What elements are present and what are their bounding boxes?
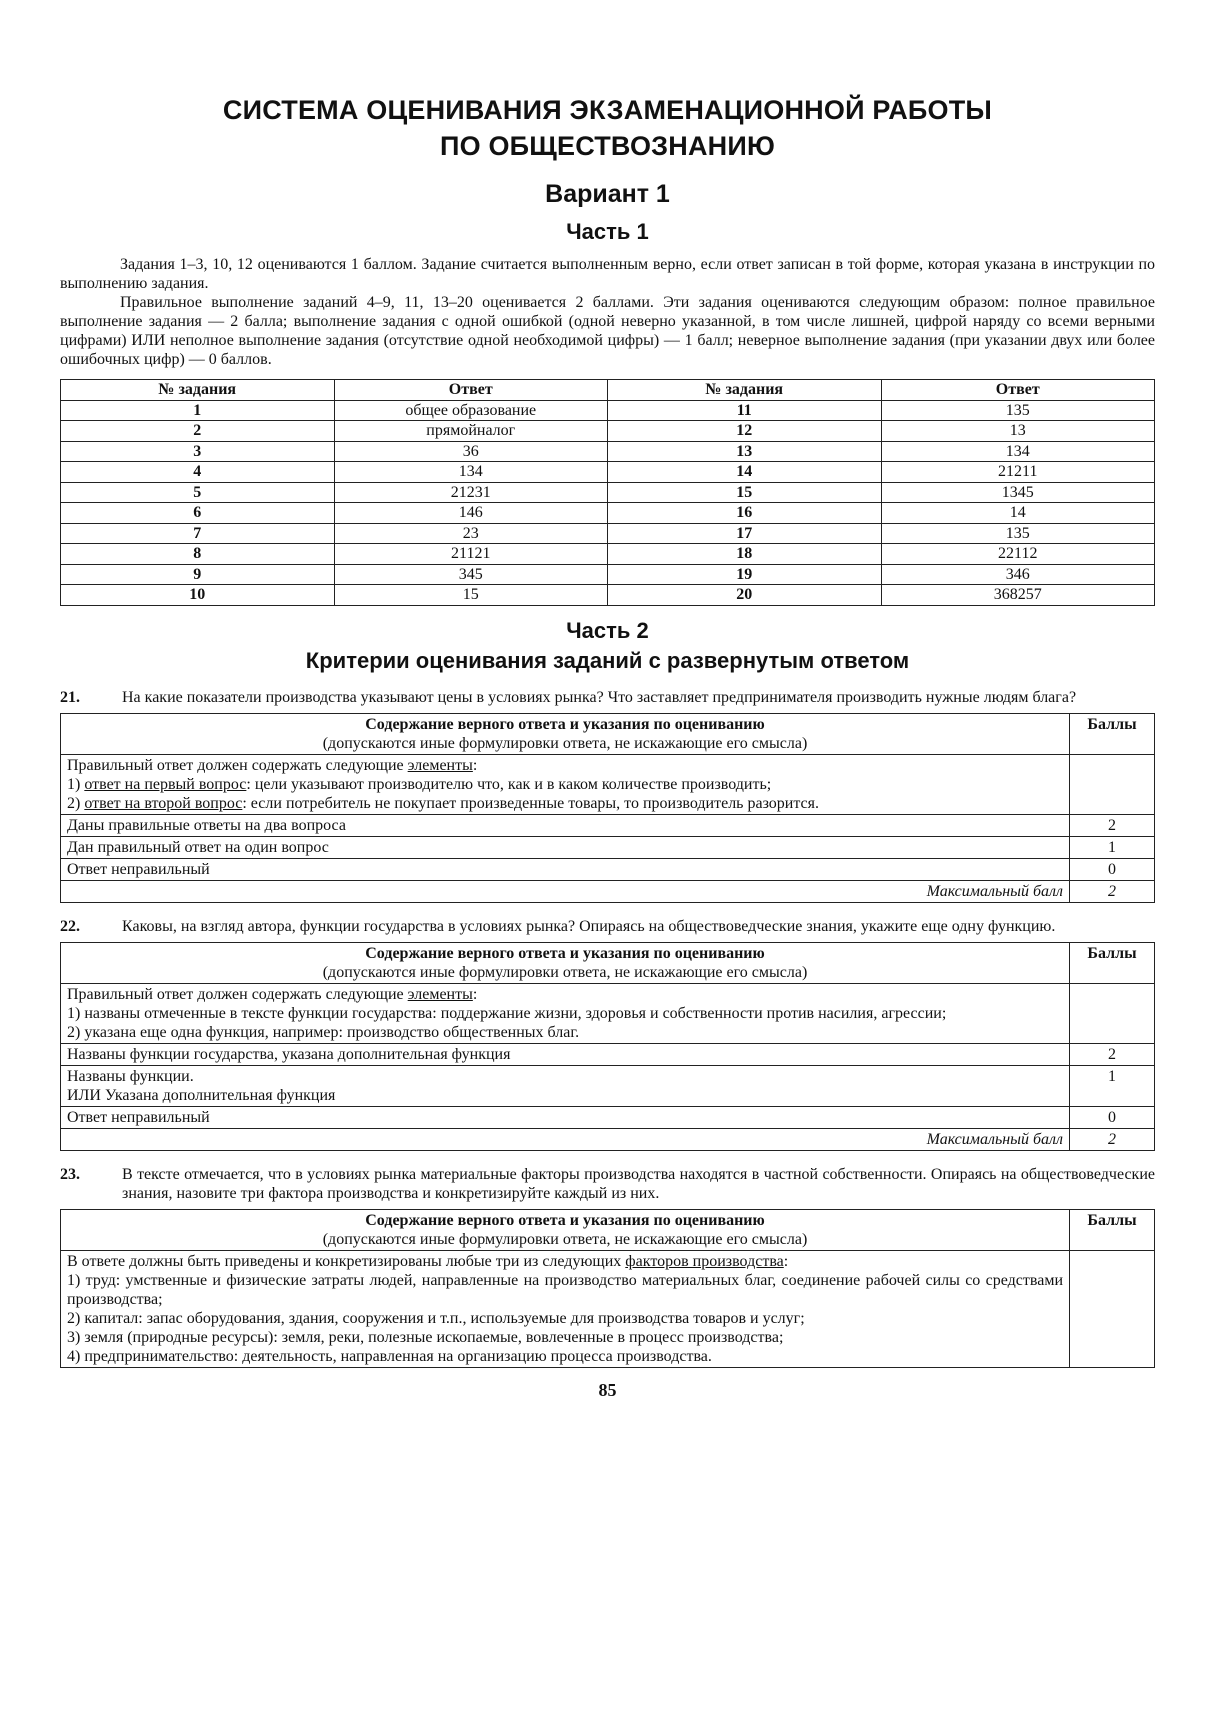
task-number-cell: 16 (608, 503, 882, 524)
criteria-header-subtitle: (допускаются иные формулировки ответа, не искажающие его смысла) (322, 734, 808, 752)
answer-cell: 14 (881, 503, 1155, 524)
criteria-table-21 (60, 713, 1155, 903)
page (60, 80, 1155, 1401)
criteria-22-element-2: 2) указана еще одна функция, например: производство общественных благ. (67, 1023, 580, 1041)
title-line-1: СИСТЕМА ОЦЕНИВАНИЯ ЭКЗАМЕНАЦИОННОЙ РАБОТЫ (222, 95, 993, 125)
answer-cell: 346 (881, 564, 1155, 585)
criteria-23-intro: В ответе должны быть приведены и конкретизированы любые три из следующих факторов производства: (67, 1252, 789, 1270)
task-number-cell: 11 (608, 400, 882, 421)
part2-subheading: Критерии оценивания заданий с развернутым ответом (305, 647, 910, 673)
answers-table-row (61, 441, 1155, 462)
answers-table-row (61, 400, 1155, 421)
criteria-header-content (61, 1209, 1070, 1250)
criteria-21-element-2: 2) ответ на второй вопрос: если потребитель не покупает произведенные товары, то производитель разорится. (67, 794, 820, 812)
score-row-text (61, 1065, 1070, 1106)
max-score-label: Максимальный балл (61, 1128, 1070, 1150)
criteria-table-22 (60, 942, 1155, 1151)
score-row-value: 0 (1070, 1106, 1155, 1128)
task-number-cell: 20 (608, 585, 882, 606)
col-task-number-2: № задания (608, 380, 882, 401)
task-number-cell: 1 (61, 400, 335, 421)
task-number-cell: 13 (608, 441, 882, 462)
criteria-table-23-header (61, 1209, 1155, 1250)
score-row-text-line-2: ИЛИ Указана дополнительная функция (67, 1086, 336, 1104)
criteria-22-intro: Правильный ответ должен содержать следующие элементы: (67, 985, 478, 1003)
score-row-text: Даны правильные ответы на два вопроса (61, 814, 1070, 836)
criteria-21-max-row (61, 880, 1155, 902)
criteria-22-max-row (61, 1128, 1155, 1150)
answers-table-row (61, 503, 1155, 524)
criteria-23-content-score (1070, 1250, 1155, 1367)
score-row-text: Ответ неправильный (61, 858, 1070, 880)
criteria-header-subtitle: (допускаются иные формулировки ответа, не искажающие его смысла) (322, 1230, 808, 1248)
criteria-header-score: Баллы (1070, 713, 1155, 754)
criteria-21-content (61, 754, 1070, 814)
criteria-header-content (61, 713, 1070, 754)
answer-cell: 13 (881, 421, 1155, 442)
score-row-value: 1 (1070, 836, 1155, 858)
task-23 (60, 1165, 1155, 1203)
max-score-value: 2 (1070, 1128, 1155, 1150)
answer-cell: 22112 (881, 544, 1155, 565)
answer-cell: 134 (881, 441, 1155, 462)
answers-table-row (61, 482, 1155, 503)
criteria-22-content-row (61, 983, 1155, 1043)
criteria-21-score-row-1 (61, 836, 1155, 858)
criteria-21-content-score (1070, 754, 1155, 814)
criteria-23-content (61, 1250, 1070, 1367)
part1-heading: Часть 1 (566, 219, 649, 244)
part2-heading: Часть 2 (566, 617, 649, 643)
answer-cell: 21211 (881, 462, 1155, 483)
criteria-22-element-1: 1) названы отмеченные в тексте функции государства: поддержание жизни, здоровья и собственности против насилия, агрессии; (67, 1004, 947, 1022)
answer-cell: 146 (334, 503, 608, 524)
answers-table-row (61, 462, 1155, 483)
answers-table-header (61, 380, 1155, 401)
task-number-cell: 9 (61, 564, 335, 585)
task-number-cell: 7 (61, 523, 335, 544)
task-21 (60, 688, 1155, 707)
answers-table-row (61, 421, 1155, 442)
task-22 (60, 917, 1155, 936)
criteria-23-element-1: 1) труд: умственные и физические затраты людей, направленные на производство материальных благ, соединение рабочей силы со средствами производства; (67, 1271, 1063, 1308)
page-number: 85 (598, 1379, 617, 1400)
task-number-cell: 10 (61, 585, 335, 606)
task-number-cell: 8 (61, 544, 335, 565)
score-row-value: 2 (1070, 1043, 1155, 1065)
col-answer-2: Ответ (881, 380, 1155, 401)
answer-cell: 135 (881, 400, 1155, 421)
criteria-header-score: Баллы (1070, 942, 1155, 983)
answers-table-row (61, 585, 1155, 606)
answer-cell: 345 (334, 564, 608, 585)
task-number-cell: 15 (608, 482, 882, 503)
title-line-2: ПО ОБЩЕСТВОЗНАНИЮ (439, 131, 776, 161)
criteria-table-21-header (61, 713, 1155, 754)
criteria-header-title: Содержание верного ответа и указания по оцениванию (365, 944, 765, 962)
part1-intro (60, 255, 1155, 369)
col-task-number-1: № задания (61, 380, 335, 401)
answer-cell: 23 (334, 523, 608, 544)
criteria-22-score-row-2 (61, 1043, 1155, 1065)
criteria-header-content (61, 942, 1070, 983)
score-row-text: Ответ неправильный (61, 1106, 1070, 1128)
task-23-number: 23. (60, 1165, 80, 1183)
task-21-text: На какие показатели производства указывают цены в условиях рынка? Что заставляет предпринимателя производить нужные людям блага? (122, 688, 1077, 706)
answer-cell: общее образование (334, 400, 608, 421)
answer-cell: 36 (334, 441, 608, 462)
criteria-23-element-4: 4) предпринимательство: деятельность, направленная на организацию процесса производства. (67, 1347, 712, 1365)
criteria-21-element-1: 1) ответ на первый вопрос: цели указывают производителю что, как и в каком количестве производить; (67, 775, 772, 793)
answer-cell: 21231 (334, 482, 608, 503)
criteria-23-content-row (61, 1250, 1155, 1367)
answers-table (60, 379, 1155, 606)
task-23-text: В тексте отмечается, что в условиях рынка материальные факторы производства находятся в частной собственности. Опираясь на обществоведческие знания, назовите три фактора производства и конкретизируйте каждый из них. (122, 1165, 1155, 1202)
score-row-value: 0 (1070, 858, 1155, 880)
criteria-22-score-row-0 (61, 1106, 1155, 1128)
answer-cell: 15 (334, 585, 608, 606)
answers-table-row (61, 544, 1155, 565)
max-score-label: Максимальный балл (61, 880, 1070, 902)
task-number-cell: 2 (61, 421, 335, 442)
task-number-cell: 12 (608, 421, 882, 442)
task-number-cell: 19 (608, 564, 882, 585)
task-number-cell: 14 (608, 462, 882, 483)
criteria-table-22-header (61, 942, 1155, 983)
score-row-value: 1 (1070, 1065, 1155, 1106)
score-row-text-line-1: Названы функции. (67, 1067, 194, 1085)
criteria-21-content-row (61, 754, 1155, 814)
score-row-text: Дан правильный ответ на один вопрос (61, 836, 1070, 858)
criteria-22-content-score (1070, 983, 1155, 1043)
criteria-21-intro: Правильный ответ должен содержать следующие элементы: (67, 756, 478, 774)
score-row-value: 2 (1070, 814, 1155, 836)
task-number-cell: 17 (608, 523, 882, 544)
answer-cell: 135 (881, 523, 1155, 544)
score-row-text: Названы функции государства, указана дополнительная функция (61, 1043, 1070, 1065)
criteria-23-element-3: 3) земля (природные ресурсы): земля, реки, полезные ископаемые, вовлеченные в процесс производства; (67, 1328, 784, 1346)
variant-heading: Вариант 1 (545, 180, 670, 208)
answer-cell: 368257 (881, 585, 1155, 606)
answers-table-row (61, 523, 1155, 544)
task-22-number: 22. (60, 917, 80, 935)
task-number-cell: 5 (61, 482, 335, 503)
document-title (60, 92, 1155, 164)
task-number-cell: 3 (61, 441, 335, 462)
answers-table-row (61, 564, 1155, 585)
criteria-header-title: Содержание верного ответа и указания по оцениванию (365, 715, 765, 733)
part1-paragraph-1: Задания 1–3, 10, 12 оцениваются 1 баллом. Задание считается выполненным верно, если ответ записан в той форме, которая указана в инструкции по выполнению задания. (60, 256, 1155, 292)
task-number-cell: 4 (61, 462, 335, 483)
part1-paragraph-2: Правильное выполнение заданий 4–9, 11, 13–20 оценивается 2 баллами. Эти задания оцениваются следующим образом: полное правильное выполнение задания — 2 балла; выполнение задания с одной ошибкой (одной неверно указанной, в том числе лишней, цифрой наряду со всеми верными цифрами) ИЛИ неполное выполнение задания (отсутствие одной необходимой цифры) — 1 балл; неверное выполнение задания (при указании двух или более ошибочных цифр) — 0 баллов. (60, 294, 1155, 368)
answer-cell: 134 (334, 462, 608, 483)
task-21-number: 21. (60, 688, 80, 706)
criteria-header-score: Баллы (1070, 1209, 1155, 1250)
answers-table-body (61, 400, 1155, 605)
col-answer-1: Ответ (334, 380, 608, 401)
criteria-21-score-row-2 (61, 814, 1155, 836)
criteria-23-element-2: 2) капитал: запас оборудования, здания, сооружения и т.п., используемые для производства товаров и услуг; (67, 1309, 805, 1327)
answer-cell: прямойналог (334, 421, 608, 442)
criteria-22-content (61, 983, 1070, 1043)
task-22-text: Каковы, на взгляд автора, функции государства в условиях рынка? Опираясь на обществоведческие знания, укажите еще одну функцию. (122, 917, 1056, 935)
criteria-22-score-row-1 (61, 1065, 1155, 1106)
criteria-21-score-row-0 (61, 858, 1155, 880)
criteria-header-title: Содержание верного ответа и указания по оцениванию (365, 1211, 765, 1229)
answer-cell: 1345 (881, 482, 1155, 503)
task-number-cell: 6 (61, 503, 335, 524)
criteria-header-subtitle: (допускаются иные формулировки ответа, не искажающие его смысла) (322, 963, 808, 981)
answer-cell: 21121 (334, 544, 608, 565)
criteria-table-23 (60, 1209, 1155, 1368)
task-number-cell: 18 (608, 544, 882, 565)
max-score-value: 2 (1070, 880, 1155, 902)
